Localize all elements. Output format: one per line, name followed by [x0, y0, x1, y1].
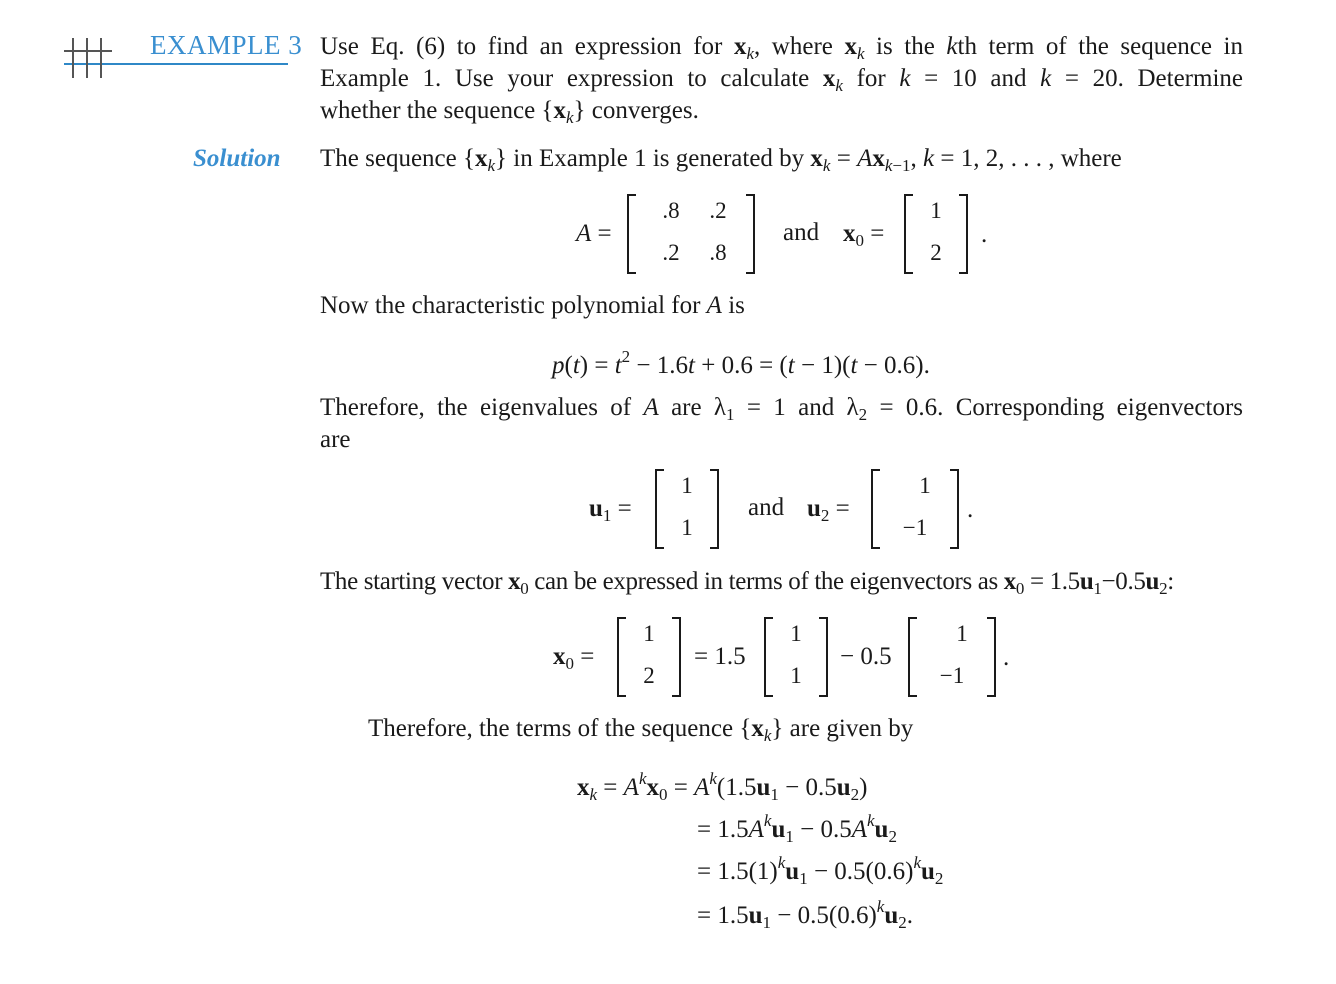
period-2: .	[967, 496, 974, 523]
derivation-line-2: = $1.5A^ku_1 - 0.5A^ku_2$	[697, 811, 897, 846]
starting-line: The starting vector $x_0$ can be expressed in terms of the eigenvectors as $x_0 = 1.5u_1-0.5u_2$:	[320, 568, 1174, 598]
and-text-2: and	[748, 494, 785, 521]
decomp-vector-2	[764, 617, 828, 697]
intro-line-1: Use Eq. (6) to find an expression for $x_k$, where $x_k$ is the kth term of the sequence in	[320, 33, 1243, 63]
decomp-end: .	[1003, 644, 1010, 671]
vector-cell: 1	[930, 198, 942, 223]
vector-cell: 1	[790, 663, 802, 688]
decomp-x0-label: $x_0$ =	[553, 643, 595, 673]
decomp-coef-1: = 1.5	[694, 643, 746, 670]
vector-cell: 1	[681, 473, 693, 498]
terms-intro: Therefore, the terms of the sequence $\{x_k\}$ are given by	[368, 715, 914, 745]
vector-cell: 1	[919, 473, 931, 498]
x0-label: $x_0$ =	[843, 220, 885, 250]
solution-line-1: The sequence $\{x_k\}$ in Example 1 is generated by $x_k = Ax_{k-1}$, k = 1, 2, . . . , where	[320, 145, 1122, 175]
matrix-a-cell: .2	[662, 240, 680, 265]
u2-vector	[871, 469, 959, 549]
solution-label: Solution	[193, 145, 281, 172]
derivation-line-4: = $1.5u_1 - 0.5(0.6)^ku_2$.	[697, 897, 913, 932]
matrix-a-cell: .8	[709, 240, 727, 265]
vector-cell: −1	[939, 663, 965, 688]
intro-line-2: Example 1. Use your expression to calculate $x_k$ for k = 10 and k = 20. Determine	[320, 65, 1243, 95]
matrix-a-cell: .8	[662, 198, 680, 223]
decomp-coef-2: − 0.5	[840, 643, 892, 670]
vector-cell: −1	[902, 515, 928, 540]
u1-vector	[655, 469, 719, 549]
matrix-a	[627, 194, 755, 274]
vector-cell: 2	[930, 240, 942, 265]
decomp-vector-1	[617, 617, 681, 697]
u2-label: $u_2$ =	[807, 495, 850, 525]
and-text-1: and	[783, 219, 820, 246]
u1-label: $u_1$ =	[589, 495, 632, 525]
eigen-line-2: are	[320, 426, 351, 453]
period-1: .	[981, 221, 988, 248]
char-poly-intro: Now the characteristic polynomial for A is	[320, 292, 745, 319]
derivation-line-3: = $1.5(1)^ku_1 - 0.5(0.6)^ku_2$	[697, 853, 944, 888]
char-poly: $p(t) = t^2 - 1.6t + 0.6 = (t - 1)(t - 0.6)$.	[552, 347, 930, 379]
matrix-a-cell: .2	[709, 198, 727, 223]
vector-cell: 1	[790, 621, 802, 646]
vector-cell: 1	[956, 621, 968, 646]
vector-cell: 1	[643, 621, 655, 646]
vector-cell: 1	[681, 515, 693, 540]
derivation-line-1: $x_k = A^kx_0 = A^k(1.5u_1 - 0.5u_2)$	[577, 769, 868, 804]
decomp-vector-3	[908, 617, 996, 697]
vector-cell: 2	[643, 663, 655, 688]
example-label: EXAMPLE 3	[150, 30, 303, 60]
x0-vector	[904, 194, 968, 274]
eigen-line-1: Therefore, the eigenvalues of A are $\lambda_1 = 1$ and $\lambda_2 = 0.6$. Corresponding eigenvectors	[320, 394, 1243, 424]
intro-line-3: whether the sequence $\{x_k\}$ converges.	[320, 97, 699, 127]
matrix-a-label: A =	[576, 220, 612, 247]
